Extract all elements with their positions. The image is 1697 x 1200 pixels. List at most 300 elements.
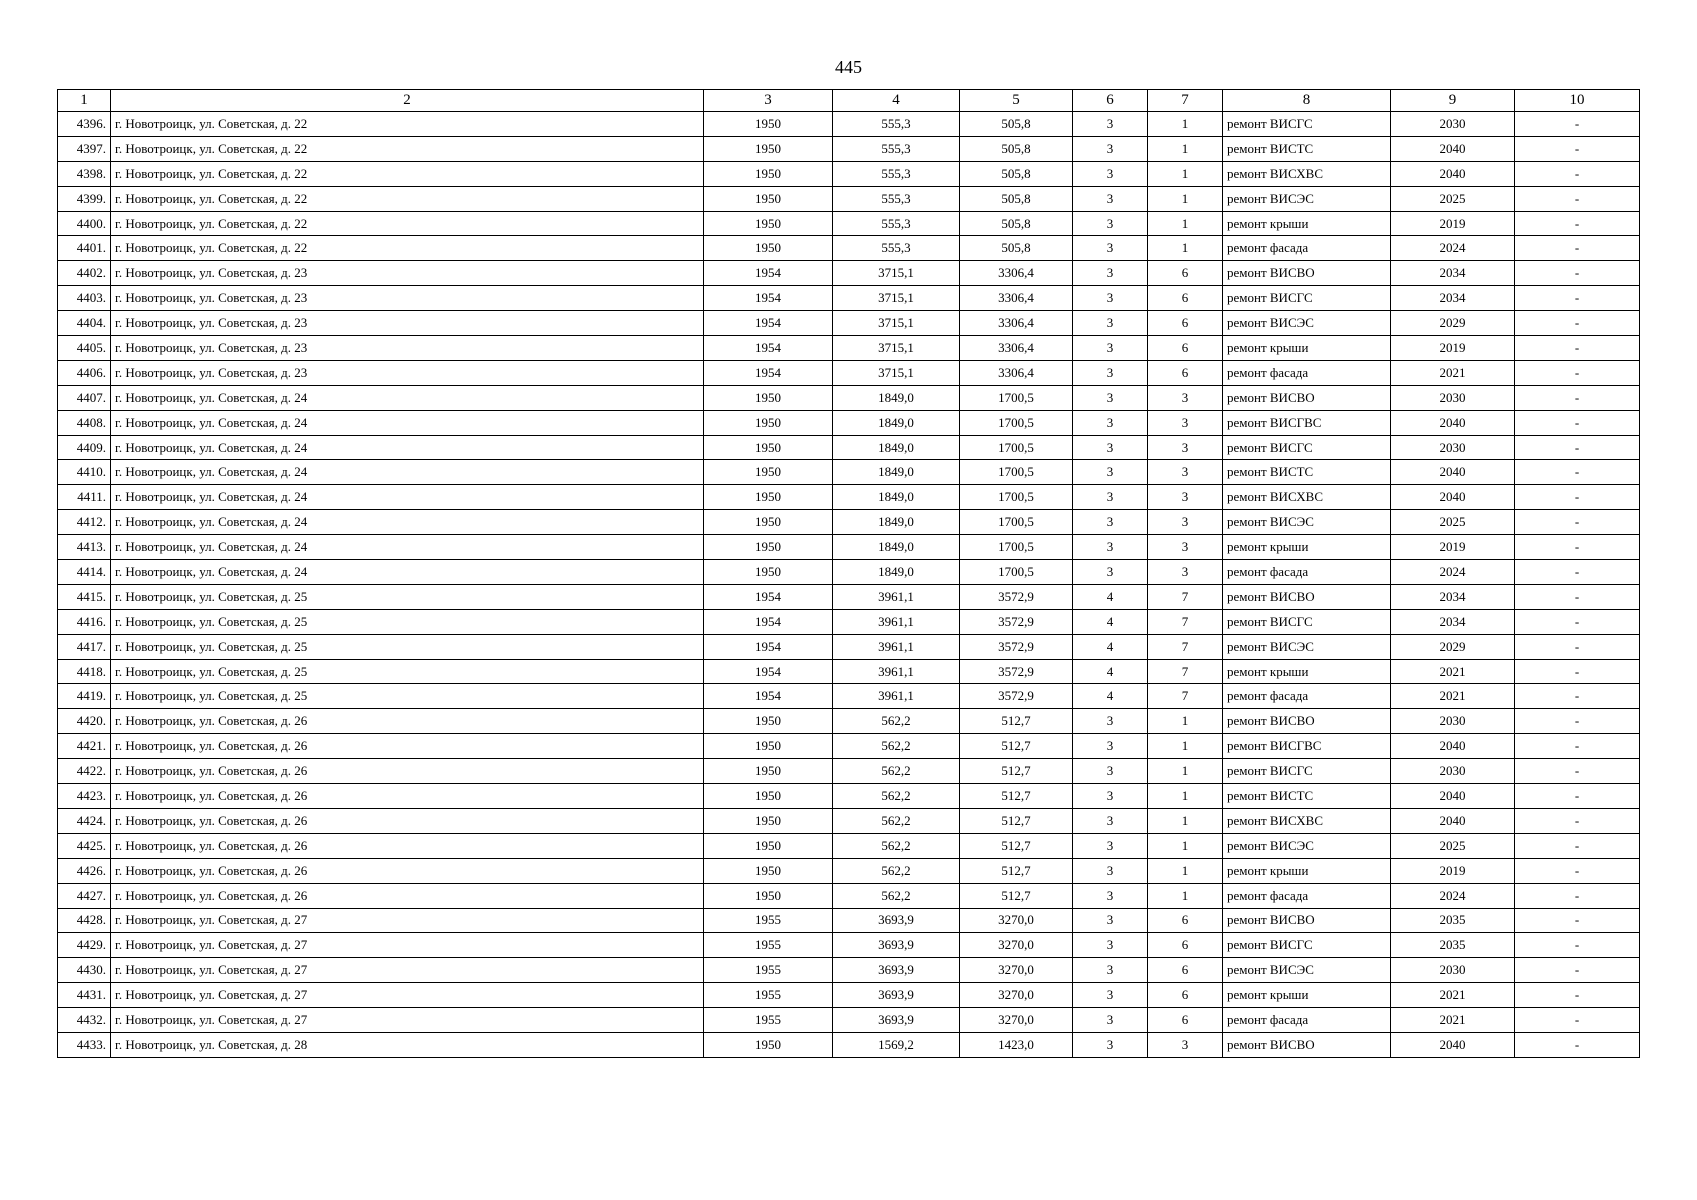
cell-entrances: 3 [1148,485,1223,510]
cell-total-area: 562,2 [833,734,960,759]
cell-work-type: ремонт ВИСЭС [1223,186,1391,211]
cell-total-area: 1569,2 [833,1032,960,1057]
cell-floors: 3 [1073,709,1148,734]
cell-work-type: ремонт ВИСЭС [1223,634,1391,659]
cell-planned-year: 2040 [1391,136,1515,161]
cell-floors: 4 [1073,634,1148,659]
table-body [58,112,1640,1058]
cell-address: г. Новотроицк, ул. Советская, д. 24 [111,385,704,410]
cell-work-type: ремонт ВИСГС [1223,112,1391,137]
column-header-6: 6 [1073,90,1148,112]
cell-total-area: 3693,9 [833,1008,960,1033]
cell-living-area: 3572,9 [960,584,1073,609]
cell-floors: 3 [1073,535,1148,560]
cell-entrances: 3 [1148,535,1223,560]
cell-living-area: 1700,5 [960,460,1073,485]
cell-floors: 3 [1073,908,1148,933]
cell-entrances: 1 [1148,858,1223,883]
cell-total-area: 1849,0 [833,560,960,585]
cell-work-type: ремонт крыши [1223,983,1391,1008]
cell-living-area: 512,7 [960,833,1073,858]
cell-total-area: 1849,0 [833,385,960,410]
table-row [58,560,1640,585]
cell-living-area: 1700,5 [960,510,1073,535]
cell-work-type: ремонт ВИСВО [1223,908,1391,933]
cell-note: - [1515,908,1640,933]
cell-entrances: 1 [1148,211,1223,236]
cell-row-number: 4412. [58,510,111,535]
table-row [58,236,1640,261]
table-row [58,136,1640,161]
cell-living-area: 1700,5 [960,435,1073,460]
cell-entrances: 6 [1148,908,1223,933]
cell-row-number: 4419. [58,684,111,709]
cell-row-number: 4424. [58,808,111,833]
cell-floors: 3 [1073,983,1148,1008]
cell-work-type: ремонт ВИСХВС [1223,485,1391,510]
cell-living-area: 505,8 [960,161,1073,186]
cell-row-number: 4406. [58,360,111,385]
cell-year-built: 1950 [704,510,833,535]
cell-entrances: 1 [1148,112,1223,137]
cell-work-type: ремонт ВИСВО [1223,584,1391,609]
cell-year-built: 1955 [704,1008,833,1033]
cell-living-area: 3270,0 [960,933,1073,958]
table-row [58,112,1640,137]
cell-planned-year: 2034 [1391,261,1515,286]
cell-year-built: 1950 [704,734,833,759]
table-row [58,410,1640,435]
cell-floors: 4 [1073,609,1148,634]
cell-note: - [1515,734,1640,759]
cell-note: - [1515,983,1640,1008]
cell-planned-year: 2040 [1391,460,1515,485]
cell-address: г. Новотроицк, ул. Советская, д. 24 [111,460,704,485]
cell-living-area: 512,7 [960,734,1073,759]
cell-total-area: 562,2 [833,784,960,809]
cell-planned-year: 2040 [1391,410,1515,435]
cell-total-area: 3715,1 [833,311,960,336]
cell-year-built: 1950 [704,709,833,734]
cell-work-type: ремонт фасада [1223,1008,1391,1033]
cell-living-area: 3270,0 [960,958,1073,983]
cell-work-type: ремонт фасада [1223,684,1391,709]
cell-address: г. Новотроицк, ул. Советская, д. 28 [111,1032,704,1057]
table-row [58,1008,1640,1033]
cell-floors: 3 [1073,460,1148,485]
cell-total-area: 555,3 [833,236,960,261]
cell-note: - [1515,286,1640,311]
cell-floors: 3 [1073,833,1148,858]
cell-address: г. Новотроицк, ул. Советская, д. 26 [111,734,704,759]
cell-row-number: 4402. [58,261,111,286]
cell-year-built: 1950 [704,410,833,435]
cell-year-built: 1950 [704,858,833,883]
cell-row-number: 4408. [58,410,111,435]
cell-floors: 3 [1073,560,1148,585]
cell-year-built: 1950 [704,833,833,858]
cell-address: г. Новотроицк, ул. Советская, д. 26 [111,833,704,858]
cell-year-built: 1950 [704,136,833,161]
cell-total-area: 1849,0 [833,460,960,485]
cell-row-number: 4431. [58,983,111,1008]
cell-row-number: 4413. [58,535,111,560]
cell-address: г. Новотроицк, ул. Советская, д. 27 [111,1008,704,1033]
cell-note: - [1515,136,1640,161]
table-row [58,808,1640,833]
cell-note: - [1515,833,1640,858]
cell-row-number: 4398. [58,161,111,186]
cell-floors: 3 [1073,858,1148,883]
cell-address: г. Новотроицк, ул. Советская, д. 25 [111,684,704,709]
cell-note: - [1515,410,1640,435]
cell-planned-year: 2024 [1391,236,1515,261]
cell-year-built: 1950 [704,435,833,460]
cell-total-area: 555,3 [833,211,960,236]
cell-planned-year: 2021 [1391,1008,1515,1033]
cell-work-type: ремонт ВИСЭС [1223,510,1391,535]
cell-floors: 3 [1073,286,1148,311]
cell-row-number: 4426. [58,858,111,883]
table-row [58,485,1640,510]
cell-total-area: 3715,1 [833,286,960,311]
cell-entrances: 7 [1148,634,1223,659]
cell-work-type: ремонт крыши [1223,211,1391,236]
cell-row-number: 4421. [58,734,111,759]
cell-planned-year: 2030 [1391,385,1515,410]
cell-entrances: 7 [1148,659,1223,684]
cell-entrances: 1 [1148,709,1223,734]
cell-floors: 3 [1073,958,1148,983]
cell-year-built: 1950 [704,460,833,485]
cell-entrances: 3 [1148,385,1223,410]
table-row [58,908,1640,933]
cell-row-number: 4433. [58,1032,111,1057]
cell-planned-year: 2019 [1391,535,1515,560]
cell-work-type: ремонт ВИСГС [1223,435,1391,460]
cell-entrances: 3 [1148,1032,1223,1057]
cell-living-area: 3572,9 [960,634,1073,659]
cell-row-number: 4418. [58,659,111,684]
cell-note: - [1515,236,1640,261]
cell-total-area: 562,2 [833,709,960,734]
cell-floors: 4 [1073,659,1148,684]
cell-address: г. Новотроицк, ул. Советская, д. 23 [111,286,704,311]
cell-address: г. Новотроицк, ул. Советская, д. 22 [111,136,704,161]
cell-note: - [1515,360,1640,385]
cell-total-area: 1849,0 [833,535,960,560]
cell-row-number: 4404. [58,311,111,336]
cell-planned-year: 2034 [1391,609,1515,634]
cell-living-area: 3306,4 [960,311,1073,336]
cell-living-area: 512,7 [960,784,1073,809]
cell-planned-year: 2024 [1391,883,1515,908]
cell-address: г. Новотроицк, ул. Советская, д. 24 [111,535,704,560]
table-row [58,883,1640,908]
table-row [58,609,1640,634]
cell-row-number: 4407. [58,385,111,410]
cell-planned-year: 2019 [1391,858,1515,883]
cell-living-area: 505,8 [960,236,1073,261]
cell-note: - [1515,560,1640,585]
cell-entrances: 3 [1148,510,1223,535]
cell-work-type: ремонт крыши [1223,336,1391,361]
cell-note: - [1515,883,1640,908]
cell-floors: 3 [1073,759,1148,784]
cell-address: г. Новотроицк, ул. Советская, д. 26 [111,808,704,833]
cell-note: - [1515,958,1640,983]
cell-total-area: 3693,9 [833,908,960,933]
cell-work-type: ремонт ВИСВО [1223,1032,1391,1057]
cell-planned-year: 2030 [1391,435,1515,460]
cell-note: - [1515,336,1640,361]
cell-address: г. Новотроицк, ул. Советская, д. 26 [111,883,704,908]
cell-address: г. Новотроицк, ул. Советская, д. 24 [111,510,704,535]
table-row [58,709,1640,734]
cell-year-built: 1950 [704,560,833,585]
cell-note: - [1515,1008,1640,1033]
cell-entrances: 6 [1148,261,1223,286]
cell-living-area: 1700,5 [960,385,1073,410]
cell-work-type: ремонт ВИСТС [1223,784,1391,809]
table-row [58,933,1640,958]
cell-work-type: ремонт фасада [1223,883,1391,908]
cell-entrances: 3 [1148,435,1223,460]
cell-address: г. Новотроицк, ул. Советская, д. 25 [111,659,704,684]
cell-planned-year: 2030 [1391,709,1515,734]
cell-row-number: 4403. [58,286,111,311]
cell-row-number: 4423. [58,784,111,809]
cell-living-area: 505,8 [960,186,1073,211]
cell-floors: 3 [1073,410,1148,435]
cell-living-area: 512,7 [960,858,1073,883]
table-row [58,858,1640,883]
cell-year-built: 1954 [704,609,833,634]
cell-row-number: 4422. [58,759,111,784]
cell-work-type: ремонт фасада [1223,560,1391,585]
cell-address: г. Новотроицк, ул. Советская, д. 24 [111,410,704,435]
cell-year-built: 1950 [704,759,833,784]
cell-year-built: 1950 [704,161,833,186]
cell-year-built: 1950 [704,211,833,236]
table-row [58,385,1640,410]
cell-total-area: 555,3 [833,186,960,211]
cell-living-area: 1700,5 [960,410,1073,435]
cell-work-type: ремонт фасада [1223,360,1391,385]
cell-entrances: 6 [1148,286,1223,311]
cell-living-area: 505,8 [960,136,1073,161]
cell-entrances: 6 [1148,1008,1223,1033]
cell-address: г. Новотроицк, ул. Советская, д. 24 [111,560,704,585]
cell-floors: 3 [1073,336,1148,361]
cell-work-type: ремонт ВИСЭС [1223,833,1391,858]
cell-planned-year: 2030 [1391,759,1515,784]
cell-row-number: 4428. [58,908,111,933]
cell-row-number: 4420. [58,709,111,734]
cell-year-built: 1955 [704,933,833,958]
cell-total-area: 3715,1 [833,360,960,385]
cell-entrances: 6 [1148,360,1223,385]
column-header-1: 1 [58,90,111,112]
cell-total-area: 3961,1 [833,634,960,659]
cell-planned-year: 2034 [1391,286,1515,311]
cell-planned-year: 2021 [1391,659,1515,684]
cell-total-area: 3693,9 [833,983,960,1008]
cell-entrances: 1 [1148,734,1223,759]
cell-planned-year: 2021 [1391,684,1515,709]
table-row [58,336,1640,361]
cell-entrances: 1 [1148,136,1223,161]
cell-note: - [1515,485,1640,510]
cell-note: - [1515,933,1640,958]
cell-row-number: 4414. [58,560,111,585]
cell-row-number: 4417. [58,634,111,659]
cell-row-number: 4415. [58,584,111,609]
table-row [58,684,1640,709]
cell-year-built: 1950 [704,112,833,137]
cell-work-type: ремонт ВИСХВС [1223,161,1391,186]
cell-note: - [1515,186,1640,211]
cell-year-built: 1954 [704,360,833,385]
cell-row-number: 4405. [58,336,111,361]
cell-floors: 3 [1073,261,1148,286]
cell-planned-year: 2035 [1391,908,1515,933]
cell-planned-year: 2040 [1391,784,1515,809]
cell-planned-year: 2025 [1391,186,1515,211]
table-row [58,510,1640,535]
cell-living-area: 3306,4 [960,261,1073,286]
cell-work-type: ремонт ВИСГС [1223,286,1391,311]
cell-work-type: ремонт крыши [1223,858,1391,883]
cell-note: - [1515,858,1640,883]
cell-floors: 3 [1073,808,1148,833]
table-row [58,833,1640,858]
cell-planned-year: 2029 [1391,311,1515,336]
cell-entrances: 6 [1148,958,1223,983]
table-row [58,161,1640,186]
cell-work-type: ремонт крыши [1223,535,1391,560]
cell-note: - [1515,460,1640,485]
cell-note: - [1515,510,1640,535]
cell-floors: 3 [1073,136,1148,161]
cell-entrances: 1 [1148,759,1223,784]
cell-entrances: 6 [1148,933,1223,958]
table-row [58,360,1640,385]
cell-entrances: 7 [1148,584,1223,609]
cell-total-area: 1849,0 [833,435,960,460]
cell-floors: 4 [1073,584,1148,609]
table-row [58,983,1640,1008]
cell-year-built: 1955 [704,908,833,933]
cell-entrances: 1 [1148,883,1223,908]
table-row [58,784,1640,809]
cell-living-area: 512,7 [960,709,1073,734]
cell-address: г. Новотроицк, ул. Советская, д. 27 [111,908,704,933]
cell-floors: 3 [1073,186,1148,211]
header-row [58,90,1640,112]
cell-living-area: 3572,9 [960,659,1073,684]
cell-living-area: 3270,0 [960,908,1073,933]
cell-living-area: 3572,9 [960,684,1073,709]
cell-address: г. Новотроицк, ул. Советская, д. 27 [111,958,704,983]
cell-address: г. Новотроицк, ул. Советская, д. 27 [111,983,704,1008]
cell-row-number: 4397. [58,136,111,161]
cell-row-number: 4409. [58,435,111,460]
cell-row-number: 4430. [58,958,111,983]
cell-floors: 3 [1073,360,1148,385]
cell-address: г. Новотроицк, ул. Советская, д. 22 [111,161,704,186]
cell-total-area: 555,3 [833,112,960,137]
column-header-10: 10 [1515,90,1640,112]
table-row [58,435,1640,460]
cell-note: - [1515,808,1640,833]
cell-note: - [1515,634,1640,659]
column-header-3: 3 [704,90,833,112]
cell-floors: 3 [1073,385,1148,410]
cell-total-area: 3715,1 [833,261,960,286]
cell-floors: 3 [1073,510,1148,535]
cell-year-built: 1950 [704,186,833,211]
cell-address: г. Новотроицк, ул. Советская, д. 26 [111,784,704,809]
cell-work-type: ремонт ВИСЭС [1223,958,1391,983]
table-row [58,460,1640,485]
cell-note: - [1515,211,1640,236]
cell-entrances: 1 [1148,161,1223,186]
cell-note: - [1515,112,1640,137]
cell-planned-year: 2030 [1391,958,1515,983]
cell-planned-year: 2040 [1391,161,1515,186]
cell-floors: 3 [1073,236,1148,261]
cell-entrances: 3 [1148,560,1223,585]
data-table [57,89,1640,1058]
cell-planned-year: 2019 [1391,336,1515,361]
cell-year-built: 1950 [704,883,833,908]
cell-work-type: ремонт ВИСТС [1223,136,1391,161]
cell-work-type: ремонт ВИСТС [1223,460,1391,485]
cell-entrances: 1 [1148,808,1223,833]
cell-floors: 3 [1073,112,1148,137]
cell-living-area: 3572,9 [960,609,1073,634]
cell-work-type: ремонт ВИСГС [1223,759,1391,784]
cell-total-area: 3961,1 [833,659,960,684]
cell-year-built: 1954 [704,684,833,709]
table-row [58,535,1640,560]
cell-living-area: 505,8 [960,211,1073,236]
cell-address: г. Новотроицк, ул. Советская, д. 25 [111,609,704,634]
cell-row-number: 4410. [58,460,111,485]
cell-note: - [1515,609,1640,634]
table-row [58,286,1640,311]
cell-planned-year: 2040 [1391,734,1515,759]
cell-work-type: ремонт ВИСВО [1223,261,1391,286]
cell-work-type: ремонт ВИСГВС [1223,734,1391,759]
table-row [58,311,1640,336]
cell-living-area: 1700,5 [960,485,1073,510]
cell-planned-year: 2025 [1391,833,1515,858]
cell-address: г. Новотроицк, ул. Советская, д. 25 [111,634,704,659]
cell-floors: 3 [1073,211,1148,236]
cell-address: г. Новотроицк, ул. Советская, д. 23 [111,360,704,385]
cell-note: - [1515,261,1640,286]
cell-total-area: 555,3 [833,161,960,186]
cell-address: г. Новотроицк, ул. Советская, д. 26 [111,709,704,734]
cell-work-type: ремонт ВИСГВС [1223,410,1391,435]
cell-floors: 4 [1073,684,1148,709]
cell-total-area: 1849,0 [833,485,960,510]
cell-address: г. Новотроицк, ул. Советская, д. 24 [111,485,704,510]
cell-address: г. Новотроицк, ул. Советская, д. 23 [111,311,704,336]
column-header-2: 2 [111,90,704,112]
